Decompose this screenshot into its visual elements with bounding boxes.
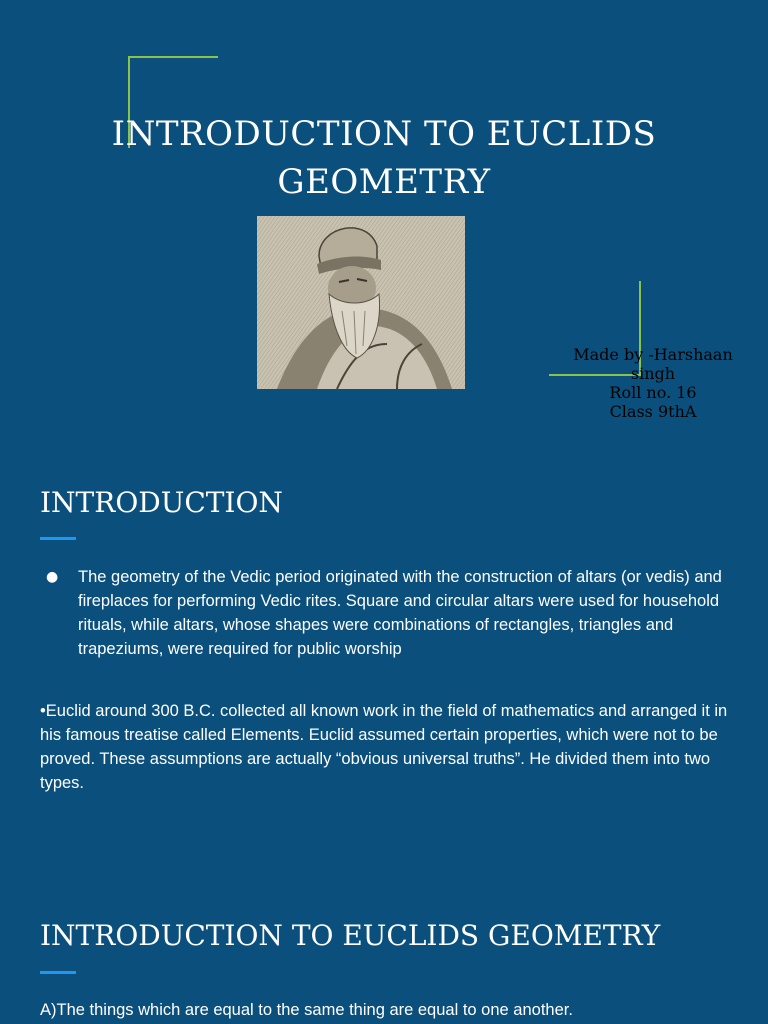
section-title: INTRODUCTION TO EUCLIDS GEOMETRY — [40, 919, 661, 952]
roll-number: Roll no. 16 — [609, 383, 697, 402]
author-credits — [553, 345, 753, 421]
bullet-icon: ● — [46, 569, 59, 585]
euclid-portrait-icon — [257, 216, 465, 389]
body-paragraph: •Euclid around 300 B.C. collected all known work in the field of mathematics and arranged it in his famous treatise called Elements. Euclid assumed certain properties, which were not to be proved. These assumptions are actually “obvious universal truths”. He divided them into two types. — [40, 702, 728, 792]
list-item-text: The geometry of the Vedic period originated with the construction of altars (or vedis) and fireplaces for performing Vedic rites. Square and circular altars were used for household rituals, while altars, whose shapes were combinations of rectangles, triangles and trapeziums, were required for public worship — [78, 568, 722, 658]
author-name: Made by -Harshaan singh — [573, 345, 733, 383]
body-paragraph: A)The things which are equal to the same thing are equal to one another. — [40, 1001, 573, 1019]
title-underline — [40, 537, 76, 540]
title-underline — [40, 971, 76, 974]
euclid-geometry-slide — [0, 870, 768, 1024]
list-item — [40, 565, 730, 661]
class-name: Class 9thA — [609, 402, 697, 421]
introduction-slide — [0, 435, 768, 870]
title-slide — [0, 0, 768, 435]
bullet-list — [40, 565, 730, 661]
section-title: INTRODUCTION — [40, 486, 283, 519]
decor-line-top-horizontal — [128, 56, 218, 58]
slide-title: INTRODUCTION TO EUCLIDS GEOMETRY — [111, 114, 657, 202]
